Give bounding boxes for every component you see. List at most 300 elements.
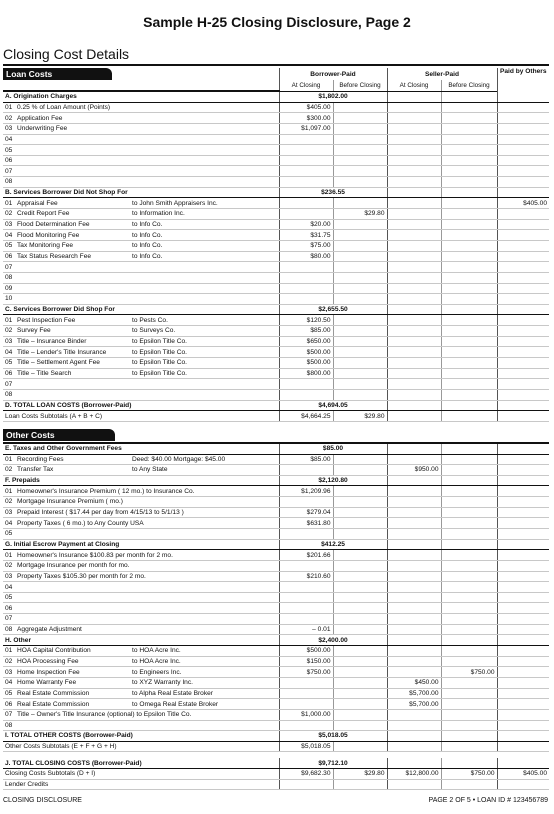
seller-at-closing-value bbox=[387, 779, 441, 790]
payee: Deed: $40.00 Mortgage: $45.00 bbox=[130, 454, 279, 465]
seller-at-closing-value bbox=[387, 272, 441, 283]
section-heading: J. TOTAL CLOSING COSTS (Borrower-Paid) bbox=[3, 758, 279, 768]
borrower-before-closing-value bbox=[333, 336, 387, 347]
line-description: HOA Processing Fee bbox=[17, 657, 79, 665]
line-description: Home Inspection Fee bbox=[17, 668, 80, 676]
borrower-before-closing-value bbox=[333, 486, 387, 497]
line-item-label bbox=[3, 230, 130, 241]
paid-by-others-value bbox=[497, 411, 549, 422]
borrower-before-closing-value bbox=[333, 741, 387, 752]
payee: to John Smith Appraisers Inc. bbox=[130, 198, 279, 209]
payee: to Alpha Real Estate Broker bbox=[130, 688, 279, 699]
line-item-label bbox=[3, 518, 279, 529]
line-number: 09 bbox=[5, 284, 13, 292]
seller-at-closing-cell bbox=[387, 475, 441, 486]
heading-rule bbox=[3, 64, 549, 66]
line-number: 03 bbox=[5, 509, 13, 517]
line-description: Home Warranty Fee bbox=[17, 679, 77, 687]
line-item-label bbox=[3, 688, 130, 699]
line-description: Flood Monitoring Fee bbox=[17, 231, 80, 239]
paid-by-others-value bbox=[497, 497, 549, 508]
paid-by-others-cell bbox=[497, 91, 549, 102]
line-item-label bbox=[3, 624, 279, 635]
seller-before-closing-value bbox=[441, 262, 497, 273]
seller-at-closing-cell bbox=[387, 731, 441, 742]
paid-by-others-value bbox=[497, 272, 549, 283]
borrower-before-closing-value bbox=[333, 603, 387, 614]
line-item-label bbox=[3, 656, 130, 667]
section-total: $5,018.05 bbox=[279, 731, 387, 742]
borrower-before-closing-value bbox=[333, 688, 387, 699]
borrower-before-closing-value bbox=[333, 667, 387, 678]
line-item-label bbox=[3, 699, 130, 710]
seller-at-closing-value bbox=[387, 134, 441, 145]
line-item-label bbox=[3, 614, 279, 625]
borrower-at-closing-value bbox=[279, 560, 333, 571]
line-number: 05 bbox=[5, 359, 13, 367]
line-item-label bbox=[3, 262, 279, 273]
line-number: 01 bbox=[5, 551, 13, 559]
borrower-before-closing-value bbox=[333, 720, 387, 731]
section-total: $9,712.10 bbox=[279, 758, 387, 768]
line-description: Application Fee bbox=[17, 114, 63, 122]
line-item-label bbox=[3, 465, 130, 476]
line-number: 06 bbox=[5, 369, 13, 377]
borrower-at-closing-value: $31.75 bbox=[279, 230, 333, 241]
seller-before-closing-value bbox=[441, 507, 497, 518]
line-description: Flood Determination Fee bbox=[17, 221, 90, 228]
line-description: Mortgage Insurance Premium ( mo.) bbox=[17, 498, 123, 506]
section-heading: H. Other bbox=[3, 635, 279, 646]
line-number: 01 bbox=[5, 199, 13, 207]
seller-before-closing-value bbox=[441, 198, 497, 209]
line-description: Tax Status Research Fee bbox=[17, 252, 92, 260]
seller-at-closing-value bbox=[387, 389, 441, 400]
borrower-before-closing-value bbox=[333, 454, 387, 465]
borrower-at-closing-value: $20.00 bbox=[279, 219, 333, 230]
seller-before-closing-value bbox=[441, 230, 497, 241]
loan-costs-tab-cell bbox=[3, 68, 279, 80]
line-item-label bbox=[3, 209, 130, 220]
paid-by-others-value bbox=[497, 667, 549, 678]
seller-before-closing-value bbox=[441, 166, 497, 177]
paid-by-others-value bbox=[497, 624, 549, 635]
line-item-label bbox=[3, 677, 130, 688]
line-item-label bbox=[3, 368, 130, 379]
borrower-before-closing-value bbox=[333, 779, 387, 790]
paid-by-others-value bbox=[497, 283, 549, 294]
paid-by-others-cell bbox=[497, 400, 549, 411]
seller-before-closing-value bbox=[441, 571, 497, 582]
section-heading: I. TOTAL OTHER COSTS (Borrower-Paid) bbox=[3, 731, 279, 742]
line-description: Lender Credits bbox=[5, 781, 49, 789]
borrower-at-closing-value: $5,018.05 bbox=[279, 741, 333, 752]
seller-before-closing-value bbox=[441, 779, 497, 790]
line-number: 06 bbox=[5, 157, 13, 165]
line-description: HOA Capital Contribution bbox=[17, 647, 91, 655]
line-description: Title – Lender's Title Insurance bbox=[17, 348, 107, 356]
payee: to Pests Co. bbox=[130, 315, 279, 326]
seller-before-closing-value bbox=[441, 368, 497, 379]
line-description: Tax Monitoring Fee bbox=[17, 242, 74, 250]
paid-by-others-value bbox=[497, 251, 549, 262]
seller-before-closing-value bbox=[441, 592, 497, 603]
line-number: 02 bbox=[5, 498, 13, 506]
seller-before-closing-value bbox=[441, 518, 497, 529]
borrower-at-closing-value bbox=[279, 177, 333, 188]
line-item-label bbox=[3, 507, 279, 518]
seller-at-closing-value bbox=[387, 145, 441, 156]
paid-by-others-value bbox=[497, 379, 549, 390]
line-number: 04 bbox=[5, 519, 13, 527]
paid-by-others-value bbox=[497, 113, 549, 124]
footer-page-info: PAGE 2 OF 5 • LOAN ID # 123456789 bbox=[428, 797, 548, 804]
seller-before-closing-value bbox=[441, 123, 497, 134]
borrower-before-closing-value bbox=[333, 272, 387, 283]
seller-before-closing-cell bbox=[441, 400, 497, 411]
footer-left: CLOSING DISCLOSURE bbox=[3, 797, 82, 804]
line-number: 03 bbox=[5, 221, 13, 228]
seller-before-closing-value bbox=[441, 411, 497, 422]
line-description: Underwriting Fee bbox=[17, 125, 68, 133]
borrower-before-closing-value bbox=[333, 102, 387, 113]
seller-at-closing-value bbox=[387, 614, 441, 625]
line-description: Appraisal Fee bbox=[17, 199, 58, 207]
line-number: 08 bbox=[5, 274, 13, 282]
line-number: 05 bbox=[5, 242, 13, 250]
borrower-at-closing-value: $150.00 bbox=[279, 656, 333, 667]
seller-at-closing-value bbox=[387, 294, 441, 305]
borrower-at-closing-header: At Closing bbox=[279, 80, 333, 91]
seller-before-closing-value bbox=[441, 251, 497, 262]
borrower-before-closing-value bbox=[333, 624, 387, 635]
line-number: 02 bbox=[5, 210, 13, 218]
line-item-label bbox=[3, 315, 130, 326]
paid-by-others-value bbox=[497, 507, 549, 518]
payee: to Engineers Inc. bbox=[130, 667, 279, 678]
borrower-before-closing-value bbox=[333, 326, 387, 337]
seller-at-closing-value bbox=[387, 582, 441, 593]
borrower-at-closing-value: $800.00 bbox=[279, 368, 333, 379]
paid-by-others-value bbox=[497, 240, 549, 251]
paid-by-others-value bbox=[497, 720, 549, 731]
seller-before-closing-value bbox=[441, 656, 497, 667]
seller-before-closing-value bbox=[441, 347, 497, 358]
seller-before-closing-cell bbox=[441, 443, 497, 454]
borrower-at-closing-value: $85.00 bbox=[279, 326, 333, 337]
borrower-at-closing-value bbox=[279, 155, 333, 166]
borrower-at-closing-value: $1,097.00 bbox=[279, 123, 333, 134]
borrower-at-closing-value: $500.00 bbox=[279, 347, 333, 358]
line-number: 08 bbox=[5, 178, 13, 186]
seller-at-closing-value bbox=[387, 656, 441, 667]
line-number: 06 bbox=[5, 700, 13, 708]
line-item-label bbox=[3, 123, 279, 134]
seller-before-closing-value bbox=[441, 358, 497, 369]
line-item-label bbox=[3, 240, 130, 251]
paid-by-others-value bbox=[497, 336, 549, 347]
seller-before-closing-value bbox=[441, 486, 497, 497]
paid-by-others-value bbox=[497, 582, 549, 593]
paid-by-others-value bbox=[497, 102, 549, 113]
seller-at-closing-value bbox=[387, 240, 441, 251]
borrower-before-closing-value bbox=[333, 240, 387, 251]
line-description: 0.25 % of Loan Amount (Points) bbox=[17, 103, 111, 111]
paid-by-others-value bbox=[497, 389, 549, 400]
paid-by-others-value bbox=[497, 209, 549, 220]
paid-by-others-value: $405.00 bbox=[497, 198, 549, 209]
borrower-at-closing-value: $300.00 bbox=[279, 113, 333, 124]
seller-at-closing-value bbox=[387, 326, 441, 337]
seller-at-closing-cell bbox=[387, 758, 441, 768]
seller-before-closing-value bbox=[441, 272, 497, 283]
paid-by-others-value bbox=[497, 368, 549, 379]
line-item-label bbox=[3, 134, 279, 145]
line-number: 02 bbox=[5, 657, 13, 665]
seller-at-closing-value bbox=[387, 528, 441, 539]
paid-by-others-value bbox=[497, 326, 549, 337]
paid-by-others-value bbox=[497, 741, 549, 752]
line-item-label bbox=[3, 592, 279, 603]
paid-by-others-value bbox=[497, 550, 549, 561]
line-description: Title – Insurance Binder bbox=[17, 338, 87, 346]
seller-at-closing-value bbox=[387, 251, 441, 262]
borrower-at-closing-value: $9,682.30 bbox=[279, 769, 333, 780]
borrower-at-closing-value bbox=[279, 145, 333, 156]
section-heading: C. Services Borrower Did Shop For bbox=[3, 304, 279, 315]
seller-before-closing-value bbox=[441, 177, 497, 188]
seller-at-closing-value bbox=[387, 198, 441, 209]
paid-by-others-value bbox=[497, 486, 549, 497]
borrower-at-closing-value bbox=[279, 262, 333, 273]
borrower-before-closing-value bbox=[333, 283, 387, 294]
seller-at-closing-value bbox=[387, 283, 441, 294]
paid-by-others-value bbox=[497, 262, 549, 273]
paid-by-others-value bbox=[497, 177, 549, 188]
borrower-at-closing-value bbox=[279, 465, 333, 476]
section-total: $2,655.50 bbox=[279, 304, 387, 315]
line-number: 06 bbox=[5, 252, 13, 260]
section-heading: D. TOTAL LOAN COSTS (Borrower-Paid) bbox=[3, 400, 279, 411]
borrower-at-closing-value bbox=[279, 134, 333, 145]
line-item-label bbox=[3, 102, 279, 113]
borrower-before-closing-value: $29.80 bbox=[333, 411, 387, 422]
line-description: Survey Fee bbox=[17, 327, 51, 335]
seller-at-closing-value bbox=[387, 709, 441, 720]
seller-before-closing-value bbox=[441, 699, 497, 710]
paid-by-others-value bbox=[497, 315, 549, 326]
seller-at-closing-value bbox=[387, 123, 441, 134]
seller-paid-header: Seller-Paid bbox=[387, 68, 497, 80]
payee: to Epsilon Title Co. bbox=[130, 358, 279, 369]
paid-by-others-value bbox=[497, 528, 549, 539]
seller-at-closing-value bbox=[387, 230, 441, 241]
seller-before-closing-cell bbox=[441, 758, 497, 768]
line-item-label bbox=[3, 294, 279, 305]
borrower-at-closing-value bbox=[279, 582, 333, 593]
borrower-before-closing-value bbox=[333, 677, 387, 688]
line-item-label bbox=[3, 582, 279, 593]
section-heading: E. Taxes and Other Government Fees bbox=[3, 443, 279, 454]
page-heading: Closing Cost Details bbox=[3, 46, 130, 62]
borrower-before-closing-value bbox=[333, 709, 387, 720]
seller-at-closing-value: $450.00 bbox=[387, 677, 441, 688]
borrower-at-closing-value bbox=[279, 198, 333, 209]
seller-at-closing-value bbox=[387, 166, 441, 177]
payee: to Info Co. bbox=[130, 240, 279, 251]
seller-before-closing-value: $750.00 bbox=[441, 667, 497, 678]
seller-at-closing-value bbox=[387, 209, 441, 220]
seller-before-closing-cell bbox=[441, 475, 497, 486]
paid-by-others-value bbox=[497, 709, 549, 720]
closing-cost-table bbox=[3, 68, 549, 790]
line-item-label bbox=[3, 560, 279, 571]
line-number: 03 bbox=[5, 572, 13, 580]
seller-before-closing-value bbox=[441, 550, 497, 561]
borrower-before-closing-value bbox=[333, 123, 387, 134]
seller-at-closing-cell bbox=[387, 539, 441, 550]
borrower-at-closing-value: $80.00 bbox=[279, 251, 333, 262]
borrower-before-closing-value bbox=[333, 230, 387, 241]
paid-by-others-value bbox=[497, 699, 549, 710]
loan-costs-tab: Loan Costs bbox=[3, 68, 112, 80]
payee: to Epsilon Title Co. bbox=[130, 336, 279, 347]
seller-before-closing-value bbox=[441, 465, 497, 476]
borrower-before-closing-value bbox=[333, 251, 387, 262]
borrower-at-closing-value bbox=[279, 699, 333, 710]
seller-before-closing-value bbox=[441, 720, 497, 731]
line-item-label bbox=[3, 550, 279, 561]
borrower-before-closing-value bbox=[333, 347, 387, 358]
seller-at-closing-value bbox=[387, 379, 441, 390]
line-item-label bbox=[3, 166, 279, 177]
paid-by-others-value bbox=[497, 123, 549, 134]
seller-at-closing-cell bbox=[387, 635, 441, 646]
seller-before-closing-value bbox=[441, 614, 497, 625]
line-number: 02 bbox=[5, 562, 13, 570]
paid-by-others-value bbox=[497, 646, 549, 657]
seller-before-closing-value bbox=[441, 134, 497, 145]
line-number: 02 bbox=[5, 114, 13, 122]
seller-at-closing-value bbox=[387, 720, 441, 731]
line-description: Real Estate Commission bbox=[17, 689, 90, 697]
line-number: 08 bbox=[5, 391, 13, 399]
line-item-label bbox=[3, 528, 279, 539]
line-item-label bbox=[3, 779, 279, 790]
line-item-label bbox=[3, 272, 279, 283]
paid-by-others-value: $405.00 bbox=[497, 769, 549, 780]
section-heading: G. Initial Escrow Payment at Closing bbox=[3, 539, 279, 550]
line-number: 08 bbox=[5, 626, 13, 634]
payee: to Epsilon Title Co. bbox=[130, 347, 279, 358]
line-description: Homeowner's Insurance Premium ( 12 mo.) to Insurance Co. bbox=[17, 487, 195, 495]
paid-by-others-value bbox=[497, 656, 549, 667]
paid-by-others-cell bbox=[497, 475, 549, 486]
line-item-label bbox=[3, 358, 130, 369]
seller-at-closing-value bbox=[387, 507, 441, 518]
borrower-before-closing-value bbox=[333, 315, 387, 326]
borrower-before-closing-value bbox=[333, 389, 387, 400]
paid-by-others-value bbox=[497, 166, 549, 177]
line-number: 02 bbox=[5, 327, 13, 335]
borrower-before-closing-value bbox=[333, 262, 387, 273]
line-item-label bbox=[3, 667, 130, 678]
borrower-before-closing-value bbox=[333, 646, 387, 657]
seller-at-closing-value bbox=[387, 347, 441, 358]
borrower-before-closing-value bbox=[333, 134, 387, 145]
seller-before-closing-value bbox=[441, 283, 497, 294]
paid-by-others-header: Paid by Others bbox=[497, 68, 549, 91]
seller-before-closing-value bbox=[441, 336, 497, 347]
seller-before-closing-value bbox=[441, 326, 497, 337]
line-item-label bbox=[3, 389, 279, 400]
seller-at-closing-value bbox=[387, 368, 441, 379]
seller-at-closing-value bbox=[387, 518, 441, 529]
line-description: Recording Fees bbox=[17, 455, 64, 463]
seller-before-closing-value bbox=[441, 240, 497, 251]
seller-at-closing-value bbox=[387, 177, 441, 188]
seller-before-closing-value bbox=[441, 155, 497, 166]
line-description: Prepaid Interest ( $17.44 per day from 4/15/13 to 5/1/13 ) bbox=[17, 509, 184, 517]
borrower-at-closing-value: $1,000.00 bbox=[279, 709, 333, 720]
line-number: 03 bbox=[5, 338, 13, 346]
seller-at-closing-value bbox=[387, 486, 441, 497]
line-item-label bbox=[3, 486, 279, 497]
line-number: 07 bbox=[5, 711, 13, 719]
line-description: Mortgage Insurance per month for mo. bbox=[17, 562, 130, 570]
borrower-before-closing-value bbox=[333, 166, 387, 177]
line-description: Property Taxes ( 6 mo.) to Any County USA bbox=[17, 519, 144, 527]
borrower-at-closing-value bbox=[279, 379, 333, 390]
seller-at-closing-cell bbox=[387, 187, 441, 198]
seller-before-closing-value bbox=[441, 528, 497, 539]
seller-at-closing-value bbox=[387, 262, 441, 273]
borrower-at-closing-value: $650.00 bbox=[279, 336, 333, 347]
section-total: $236.55 bbox=[279, 187, 387, 198]
seller-at-closing-value bbox=[387, 336, 441, 347]
seller-before-closing-value bbox=[441, 688, 497, 699]
seller-before-closing-value bbox=[441, 646, 497, 657]
line-number: 01 bbox=[5, 103, 13, 111]
paid-by-others-value bbox=[497, 347, 549, 358]
paid-by-others-value bbox=[497, 358, 549, 369]
borrower-at-closing-value: $500.00 bbox=[279, 358, 333, 369]
line-number: 04 bbox=[5, 231, 13, 239]
borrower-before-closing-value bbox=[333, 294, 387, 305]
section-heading: F. Prepaids bbox=[3, 475, 279, 486]
line-number: 02 bbox=[5, 466, 13, 474]
borrower-at-closing-value bbox=[279, 677, 333, 688]
seller-before-closing-value bbox=[441, 560, 497, 571]
seller-before-closing-value bbox=[441, 294, 497, 305]
seller-before-closing-value bbox=[441, 379, 497, 390]
section-total: $2,120.80 bbox=[279, 475, 387, 486]
seller-before-closing-value bbox=[441, 454, 497, 465]
seller-before-closing-value bbox=[441, 145, 497, 156]
line-item-label bbox=[3, 720, 279, 731]
line-number: 07 bbox=[5, 615, 13, 623]
line-description: Property Taxes $105.30 per month for 2 mo. bbox=[17, 572, 146, 580]
paid-by-others-value bbox=[497, 230, 549, 241]
payee: to Omega Real Estate Broker bbox=[130, 699, 279, 710]
borrower-before-closing-value bbox=[333, 155, 387, 166]
other-costs-tab-cell bbox=[3, 428, 549, 443]
line-number: 05 bbox=[5, 146, 13, 154]
line-number: 07 bbox=[5, 263, 13, 271]
line-item-label bbox=[3, 326, 130, 337]
borrower-at-closing-value bbox=[279, 614, 333, 625]
borrower-before-closing-value bbox=[333, 177, 387, 188]
